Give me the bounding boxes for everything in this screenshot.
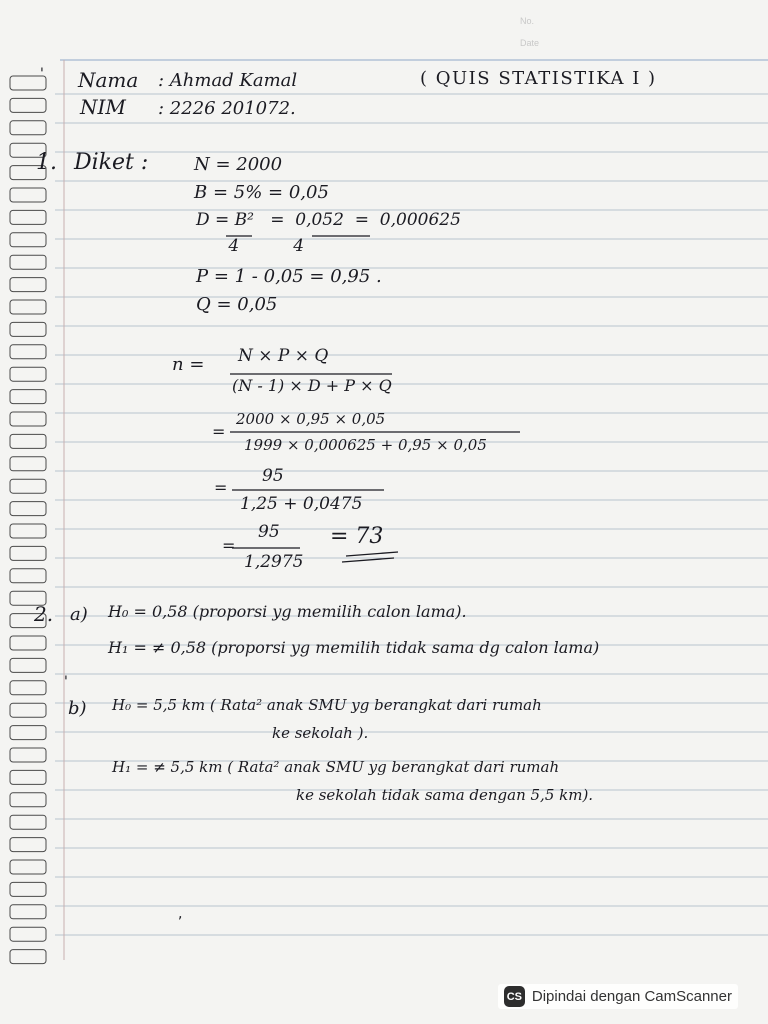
quiz-title: ( QUIS STATISTIKA I )	[420, 68, 657, 89]
q1-number: 1.	[36, 150, 57, 175]
binder-hole	[10, 793, 46, 807]
step3-denominator: 1,2975	[244, 552, 304, 572]
binder-hole	[10, 412, 46, 426]
q2-number: 2.	[34, 602, 54, 626]
binder-hole	[10, 300, 46, 314]
formula-numerator: N × P × Q	[238, 346, 329, 366]
binder-hole	[10, 770, 46, 784]
binder-hole	[10, 927, 46, 941]
binder-hole	[10, 681, 46, 695]
q2b-h0: H₀ = 5,5 km ( Rata² anak SMU yg berangkat dari rumah	[112, 696, 542, 714]
q1-line-q: Q = 0,05	[196, 294, 278, 315]
binder-hole	[10, 524, 46, 538]
binder-hole	[10, 838, 46, 852]
binder-hole	[10, 278, 46, 292]
binder-hole	[10, 457, 46, 471]
watermark-text: Dipindai dengan CamScanner	[531, 988, 732, 1005]
binder-hole	[10, 345, 46, 359]
binder-hole	[10, 390, 46, 404]
binder-hole	[10, 188, 46, 202]
binder-hole	[10, 748, 46, 762]
binder-hole	[10, 703, 46, 717]
name-value: : Ahmad Kamal	[158, 70, 298, 91]
tick-mark-3: ,	[178, 906, 183, 922]
step2-eq: =	[214, 478, 228, 497]
q1-known-label: Diket :	[74, 150, 149, 175]
q1-line-n: N = 2000	[194, 154, 283, 175]
binder-hole	[10, 726, 46, 740]
name-label: Nama	[78, 68, 139, 92]
q2a-h1: H₁ = ≠ 0,58 (proporsi yg memilih tidak sama dg calon lama)	[108, 638, 600, 657]
binder-hole	[10, 636, 46, 650]
binder-hole	[10, 546, 46, 560]
q2b-h0-cont: ke sekolah ).	[272, 724, 369, 742]
formula-lhs: n =	[172, 354, 205, 375]
binder-hole	[10, 815, 46, 829]
tick-mark-2: '	[64, 674, 68, 690]
binder-hole	[10, 121, 46, 135]
q2b-h1-cont: ke sekolah tidak sama dengan 5,5 km).	[296, 786, 594, 804]
step2-numerator: 95	[262, 466, 284, 486]
binder-hole	[10, 367, 46, 381]
binder-hole	[10, 569, 46, 583]
step3-numerator: 95	[258, 522, 280, 542]
binder-hole	[10, 860, 46, 874]
nim-label: NIM	[80, 95, 126, 119]
binder-hole	[10, 950, 46, 964]
nim-value: : 2226 201072.	[158, 98, 296, 119]
binder-hole	[10, 255, 46, 269]
q2a-label: a)	[70, 604, 88, 625]
binder-hole	[10, 233, 46, 247]
binder-hole	[10, 322, 46, 336]
result-underline	[342, 558, 394, 562]
camscanner-watermark	[498, 984, 738, 1009]
binder-hole	[10, 479, 46, 493]
step1-numerator: 2000 × 0,95 × 0,05	[236, 410, 386, 428]
q2a-h0: H₀ = 0,58 (proporsi yg memilih calon lama).	[108, 602, 467, 621]
q1-line-b: B = 5% = 0,05	[194, 182, 329, 203]
q1-line-d: D = B² = 0,052 = 0,000625	[196, 210, 461, 230]
binder-hole	[10, 98, 46, 112]
result-underline	[346, 552, 398, 556]
formula-denominator: (N - 1) × D + P × Q	[232, 376, 392, 395]
q2b-h1: H₁ = ≠ 5,5 km ( Rata² anak SMU yg berangkat dari rumah	[112, 758, 560, 776]
binder-hole	[10, 882, 46, 896]
q2b-label: b)	[68, 698, 87, 719]
binder-hole	[10, 434, 46, 448]
binder-hole	[10, 502, 46, 516]
final-result: = 73	[330, 524, 384, 549]
step3-eq: =	[222, 536, 236, 555]
date-label: Date	[520, 38, 540, 48]
step1-eq: =	[212, 422, 226, 441]
step2-denominator: 1,25 + 0,0475	[240, 494, 363, 514]
camscanner-logo-icon: CS	[504, 986, 525, 1007]
binder-hole	[10, 658, 46, 672]
q1-line-d-denominators: 4 4	[196, 236, 305, 256]
no-label: No.	[520, 16, 535, 26]
tick-mark: '	[40, 66, 44, 82]
q1-line-p: P = 1 - 0,05 = 0,95 .	[196, 266, 382, 287]
step1-denominator: 1999 × 0,000625 + 0,95 × 0,05	[244, 436, 487, 454]
binder-hole	[10, 210, 46, 224]
binder-hole	[10, 905, 46, 919]
